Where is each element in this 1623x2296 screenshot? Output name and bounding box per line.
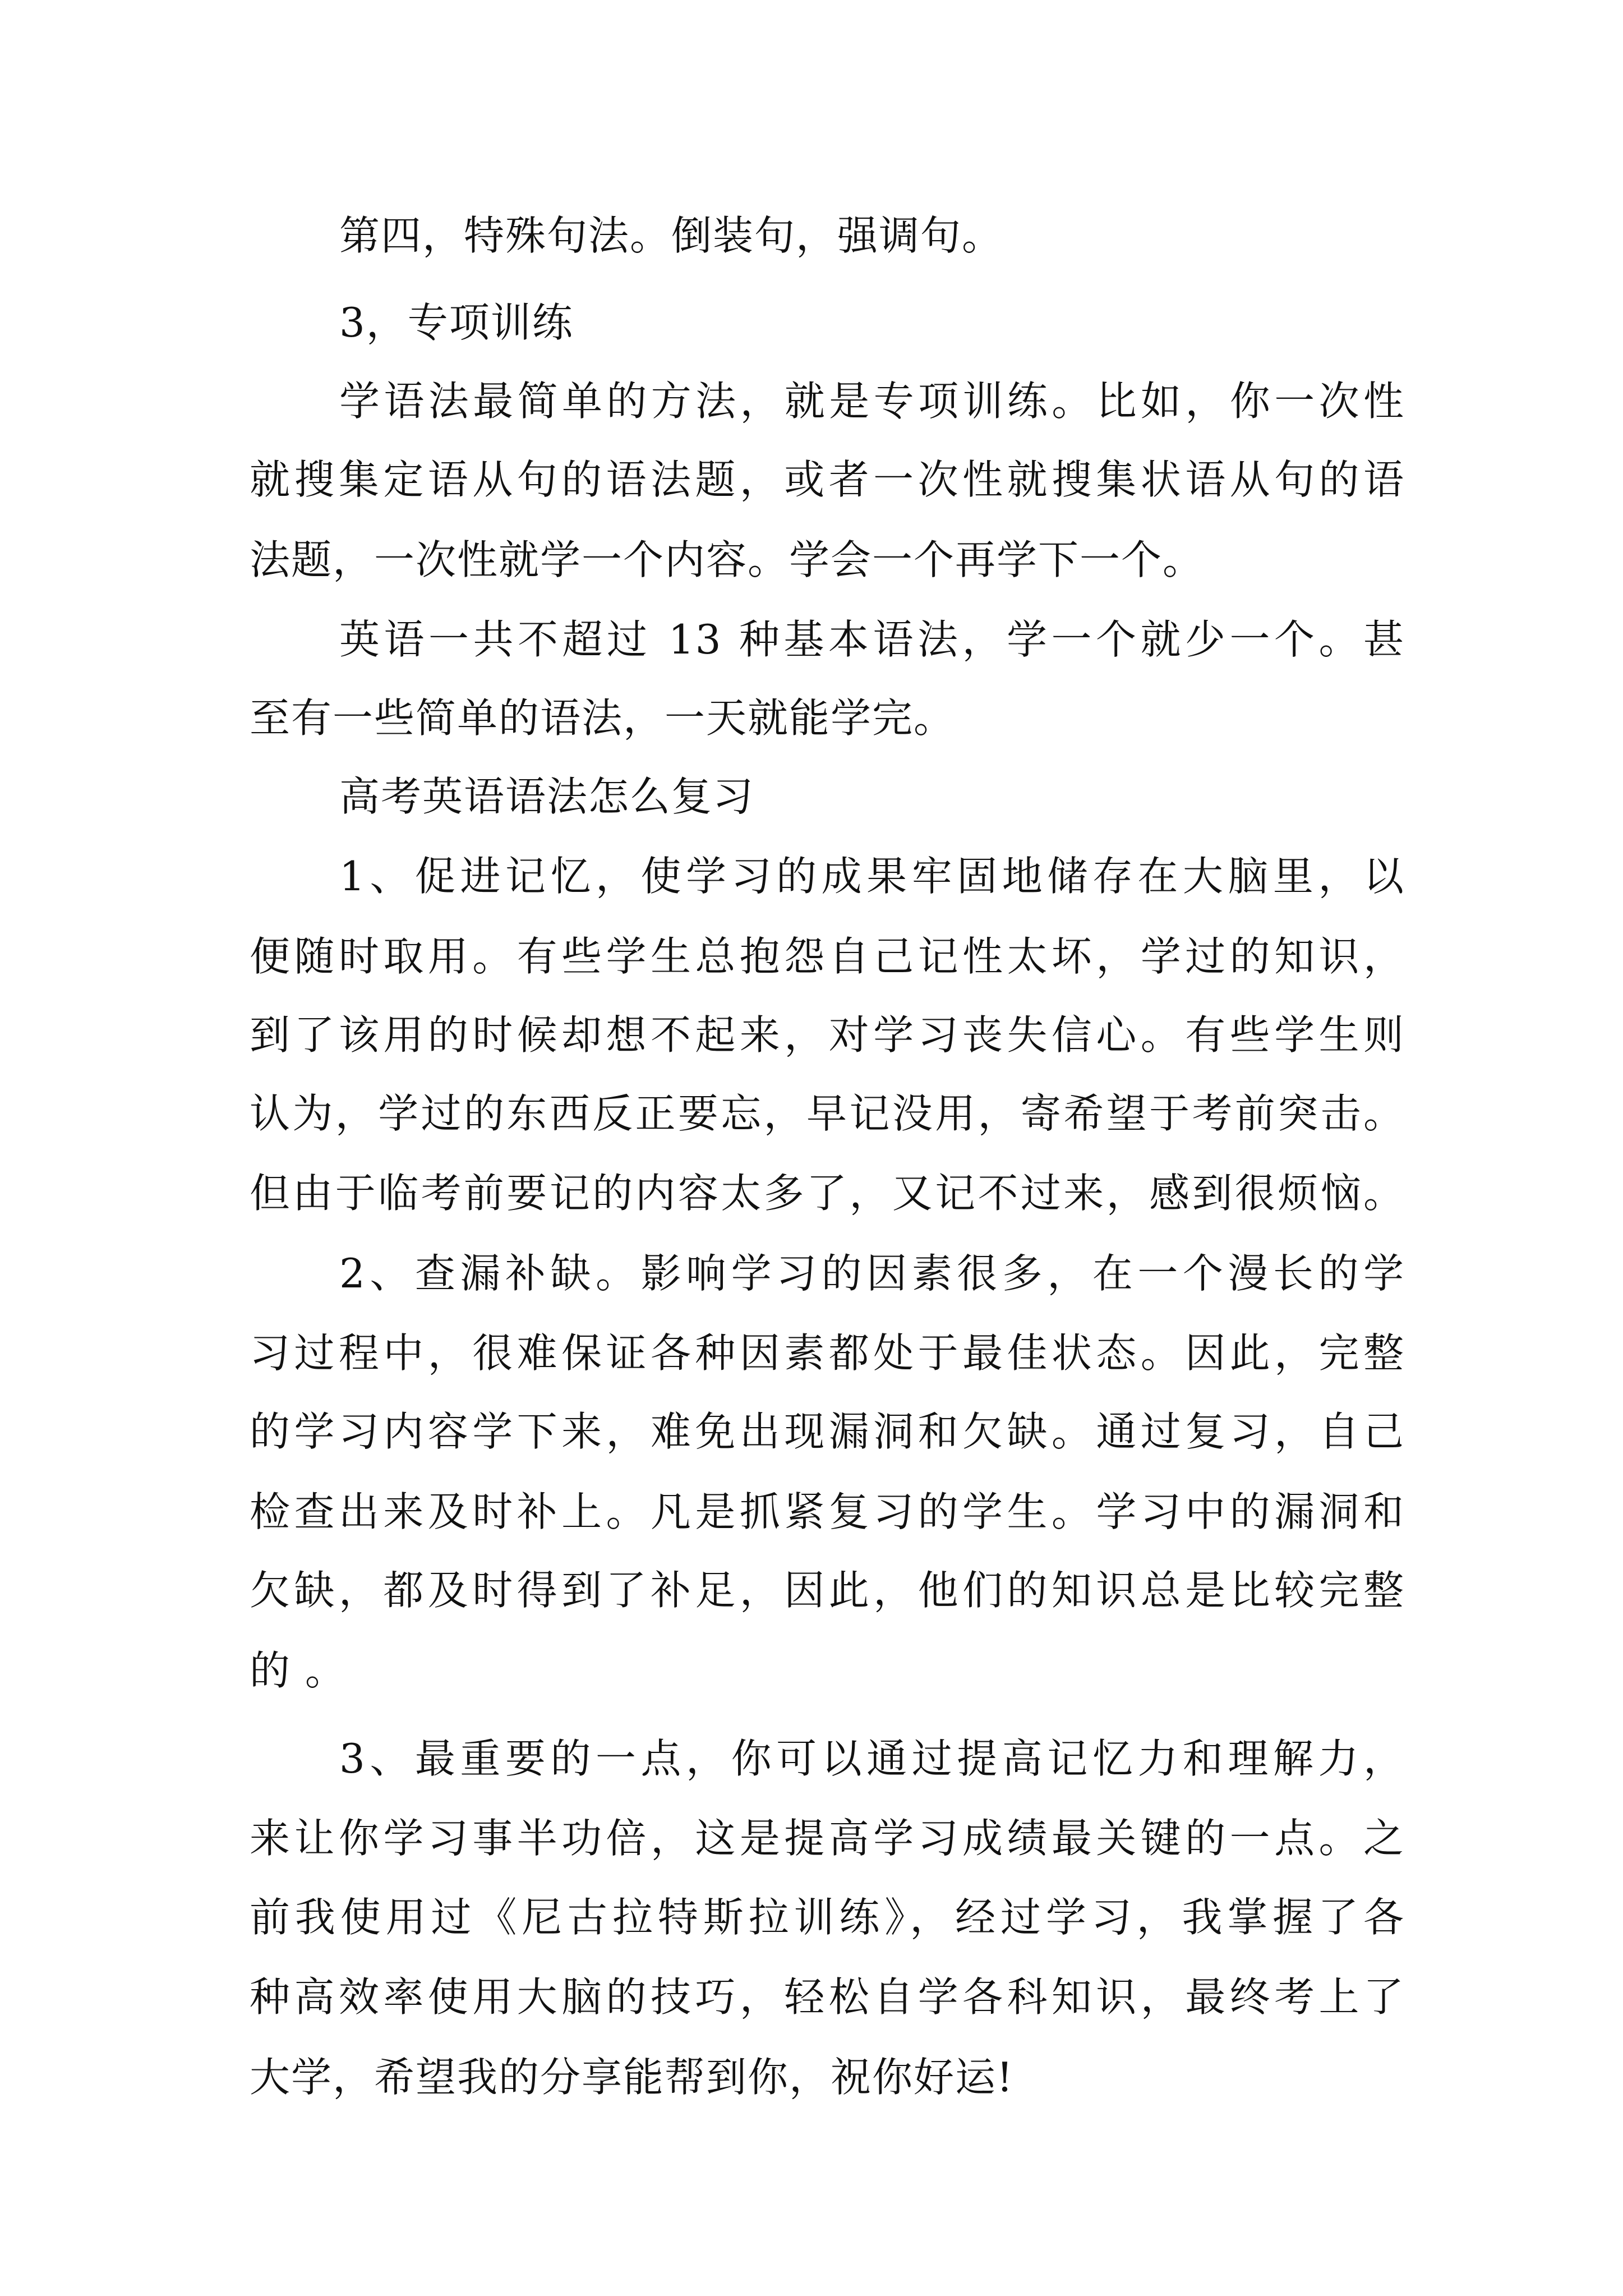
text-line: 来让你学习事半功倍，这是提高学习成绩最关键的一点。之 (250, 1815, 1405, 1862)
text-line: 学语法最简单的方法，就是专项训练。比如，你一次性 (339, 378, 1405, 425)
text-line: 习过程中，很难保证各种因素都处于最佳状态。因此，完整 (250, 1329, 1405, 1377)
section-heading: 高考英语语法怎么复习 (339, 773, 755, 820)
text-line: 大学，希望我的分享能帮到你，祝你好运! (250, 2054, 1014, 2101)
text-line: 但由于临考前要记的内容太多了，又记不过来，感到很烦恼。 (250, 1170, 1405, 1217)
text-line: 英语一共不超过 13 种基本语法，学一个就少一个。甚 (339, 616, 1405, 663)
text-line: 认为，学过的东西反正要忘，早记没用，寄希望于考前突击。 (250, 1090, 1405, 1137)
text-line: 检查出来及时补上。凡是抓紧复习的学生。学习中的漏洞和 (250, 1488, 1405, 1535)
text-line: 的学习内容学下来，难免出现漏洞和欠缺。通过复习，自己 (250, 1408, 1405, 1455)
text-line: 前我使用过《尼古拉特斯拉训练》，经过学习，我掌握了各 (250, 1894, 1405, 1941)
section-heading: 3，专项训练 (339, 299, 574, 346)
text-line: 1、促进记忆，使学习的成果牢固地储存在大脑里，以 (339, 853, 1405, 900)
text-line: 至有一些简单的语法，一天就能学完。 (250, 694, 956, 742)
text-line: 欠缺，都及时得到了补足，因此，他们的知识总是比较完整 (250, 1567, 1405, 1614)
text-line: 第四，特殊句法。倒装句，强调句。 (339, 212, 1004, 259)
text-line: 的 。 (250, 1647, 347, 1694)
text-line: 就搜集定语从句的语法题，或者一次性就搜集状语从句的语 (250, 456, 1405, 503)
text-line: 便随时取用。有些学生总抱怨自己记性太坏，学过的知识， (250, 933, 1405, 980)
text-line: 2、查漏补缺。影响学习的因素很多，在一个漫长的学 (339, 1250, 1405, 1297)
text-line: 种高效率使用大脑的技巧，轻松自学各科知识，最终考上了 (250, 1973, 1405, 2021)
text-line: 到了该用的时候却想不起来，对学习丧失信心。有些学生则 (250, 1011, 1405, 1059)
text-line: 3、最重要的一点，你可以通过提高记忆力和理解力， (339, 1735, 1405, 1782)
text-line: 法题，一次性就学一个内容。学会一个再学下一个。 (250, 536, 1205, 583)
